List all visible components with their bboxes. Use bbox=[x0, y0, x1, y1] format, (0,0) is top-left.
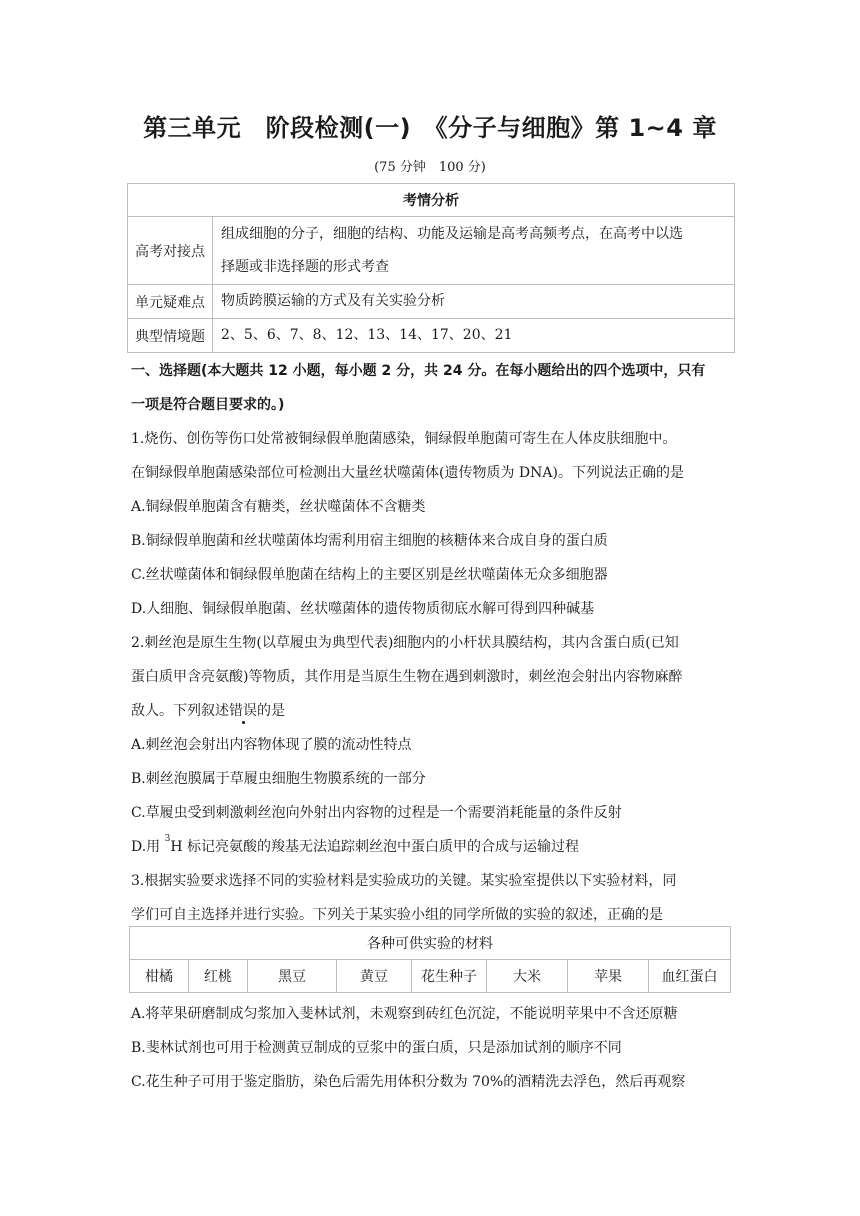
row-value-line: 组成细胞的分子，细胞的结构、功能及运输是高考高频考点，在高考中以选 bbox=[221, 225, 683, 242]
question-2-option-d bbox=[131, 836, 579, 856]
material-cell: 黑豆 bbox=[248, 960, 337, 993]
question-1-option-d: D.人细胞、铜绿假单胞菌、丝状噬菌体的遗传物质彻底水解可得到四种碱基 bbox=[131, 601, 595, 617]
analysis-table bbox=[127, 183, 735, 353]
question-2-option-b: B.刺丝泡膜属于草履虫细胞生物膜系统的一部分 bbox=[131, 771, 426, 787]
question-3-stem: 3.根据实验要求选择不同的实验材料是实验成功的关键。某实验室提供以下实验材料，同 bbox=[131, 873, 677, 889]
row-value: 2、5、6、7、8、12、13、14、17、20、21 bbox=[213, 319, 735, 353]
material-cell: 大米 bbox=[487, 960, 568, 993]
question-3-option-c: C.花生种子可用于鉴定脂肪，染色后需先用体积分数为 70%的酒精洗去浮色，然后再观察 bbox=[131, 1074, 686, 1090]
material-cell: 红桃 bbox=[189, 960, 248, 993]
question-1-stem: 1.烧伤、创伤等伤口处常被铜绿假单胞菌感染，铜绿假单胞菌可寄生在人体皮肤细胞中。 bbox=[131, 431, 677, 447]
table-row bbox=[128, 285, 735, 319]
option-text: H 标记亮氨酸的羧基无法追踪刺丝泡中蛋白质甲的合成与运输过程 bbox=[170, 839, 580, 855]
row-label: 单元疑难点 bbox=[128, 285, 213, 319]
question-3-stem: 学们可自主选择并进行实验。下列关于某实验小组的同学所做的实验的叙述，正确的是 bbox=[131, 907, 663, 923]
analysis-table-header: 考情分析 bbox=[128, 184, 735, 217]
section-heading-line: 一项是符合题目要求的。) bbox=[131, 397, 285, 413]
question-1-option-a: A.铜绿假单胞菌含有糖类，丝状噬菌体不含糖类 bbox=[131, 499, 426, 515]
emphasis-text: 错误 bbox=[229, 703, 257, 719]
table-row bbox=[130, 960, 731, 993]
row-value bbox=[213, 217, 735, 285]
isotope-superscript: 3 bbox=[164, 834, 171, 844]
question-2-stem: 蛋白质甲含亮氨酸)等物质，其作用是当原生生物在遇到刺激时，刺丝泡会射出内容物麻醉 bbox=[131, 669, 683, 685]
page-subtitle: (75 分钟 100 分) bbox=[374, 160, 486, 175]
table-row bbox=[128, 217, 735, 285]
page-title: 第三单元 阶段检测(一) 《分子与细胞》第 1~4 章 bbox=[143, 114, 717, 142]
question-2-stem: 2.刺丝泡是原生生物(以草履虫为典型代表)细胞内的小杆状具膜结构，其内含蛋白质(已知 bbox=[131, 635, 679, 651]
row-label: 高考对接点 bbox=[128, 217, 213, 285]
question-1-option-b: B.铜绿假单胞菌和丝状噬菌体均需利用宿主细胞的核糖体来合成自身的蛋白质 bbox=[131, 533, 608, 549]
option-text: D.用 bbox=[131, 839, 165, 855]
material-cell: 黄豆 bbox=[337, 960, 412, 993]
question-2-option-c: C.草履虫受到刺激刺丝泡向外射出内容物的过程是一个需要消耗能量的条件反射 bbox=[131, 805, 622, 821]
question-3-option-b: B.斐林试剂也可用于检测黄豆制成的豆浆中的蛋白质，只是添加试剂的顺序不同 bbox=[131, 1040, 622, 1056]
section-heading-line: 一、选择题(本大题共 12 小题，每小题 2 分，共 24 分。在每小题给出的四个选项中，只有 bbox=[131, 363, 706, 379]
material-cell: 苹果 bbox=[568, 960, 649, 993]
question-1-stem: 在铜绿假单胞菌感染部位可检测出大量丝状噬菌体(遗传物质为 DNA)。下列说法正确的是 bbox=[131, 465, 684, 481]
material-cell: 柑橘 bbox=[130, 960, 189, 993]
material-cell: 血红蛋白 bbox=[649, 960, 731, 993]
question-2-option-a: A.刺丝泡会射出内容物体现了膜的流动性特点 bbox=[131, 737, 412, 753]
row-value: 物质跨膜运输的方式及有关实验分析 bbox=[213, 285, 735, 319]
table-row bbox=[128, 319, 735, 353]
materials-table-header: 各种可供实验的材料 bbox=[130, 927, 731, 960]
question-3-option-a: A.将苹果研磨制成匀浆加入斐林试剂，未观察到砖红色沉淀，不能说明苹果中不含还原糖 bbox=[131, 1006, 678, 1022]
question-2-stem bbox=[131, 700, 285, 720]
row-value-line: 择题或非选择题的形式考查 bbox=[221, 258, 389, 275]
row-label: 典型情境题 bbox=[128, 319, 213, 353]
stem-text: 的是 bbox=[257, 703, 285, 719]
question-1-option-c: C.丝状噬菌体和铜绿假单胞菌在结构上的主要区别是丝状噬菌体无众多细胞器 bbox=[131, 567, 608, 583]
materials-table bbox=[129, 926, 731, 993]
stem-text: 敌人。下列叙述 bbox=[131, 703, 229, 719]
material-cell: 花生种子 bbox=[412, 960, 487, 993]
